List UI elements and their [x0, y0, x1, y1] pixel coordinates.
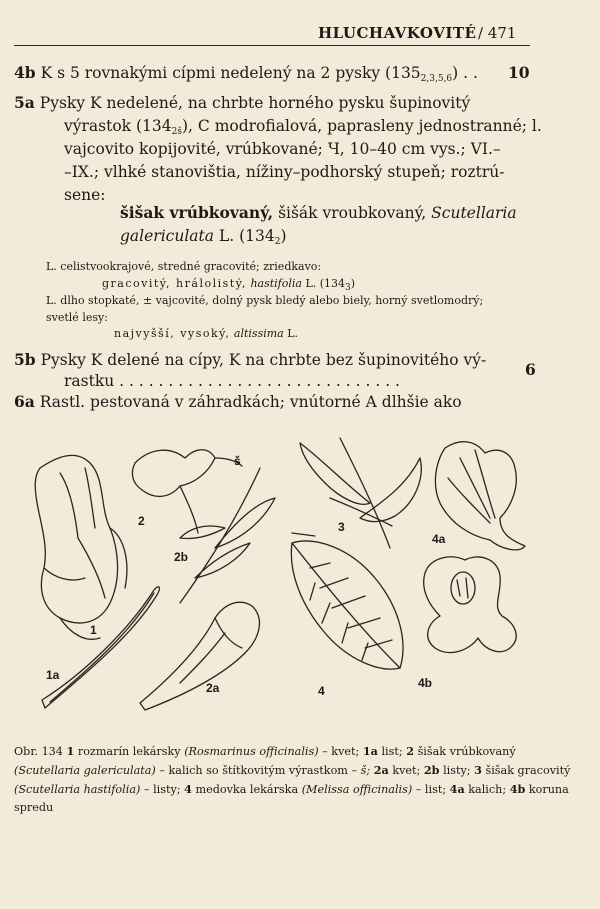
entry-key: 6a [14, 392, 35, 411]
entry-tail: ) . . [452, 64, 478, 82]
entry-5b-target: 6 [525, 360, 536, 379]
figure-label-4b: 4b [418, 676, 433, 690]
entry-text: ), C modrofialová, paprasleny jednostranné; l. [182, 117, 542, 135]
variety-latin: altissima [233, 327, 284, 340]
caption-text: – list; [415, 783, 447, 796]
entry-key: 5a [14, 93, 35, 112]
variety-name: najvyšší, vysoký, [114, 327, 231, 340]
scutellaria-hastifolia-drawing [300, 438, 421, 548]
variety-author: L. (134 [305, 277, 346, 290]
species-name-line1 [120, 204, 517, 222]
figure-label-2a: 2a [206, 681, 220, 695]
species-name-line2 [120, 227, 287, 251]
species-cz: šišák vroubkovaný, [278, 204, 427, 222]
plant-drawings [30, 428, 570, 728]
figure-label-2: 2 [138, 514, 145, 528]
variety-1-name [102, 277, 355, 295]
species-author: L. (134 [218, 227, 275, 245]
entry-text: Pysky K nedelené, na chrbte horného pysku šupinovitý [39, 94, 471, 112]
caption-num: 4a [449, 782, 465, 796]
variety-latin: hastifolia [250, 277, 302, 290]
caption-num: 4b [509, 782, 526, 796]
species-bold: šišak vrúbkovaný, [120, 203, 274, 222]
caption-latin: (Rosmarinus officinalis) [184, 745, 319, 758]
entry-text: K s 5 rovnakými cípmi nedelený na 2 pysky (135 [40, 64, 421, 82]
botanical-figure [30, 428, 570, 728]
entry-5a-line4: –IX.; vlhké stanovištia, nížiny–podhorský stupeň; roztrú- [64, 163, 505, 181]
caption-num: 2 [406, 744, 414, 758]
figure-label-1: 1 [90, 623, 97, 637]
entry-subscript: 2š [171, 127, 182, 137]
caption-text: – listy; [143, 783, 181, 796]
entry-6a-line1 [14, 393, 462, 411]
caption-latin: (Melissa officinalis) [301, 783, 413, 796]
caption-num: 1a [362, 744, 378, 758]
caption-num: 3 [474, 763, 482, 777]
page-number: / 471 [478, 24, 517, 42]
entry-5a-line1 [14, 94, 470, 112]
caption-text: – kvet; [322, 745, 360, 758]
entry-4b-target: 10 [508, 63, 530, 82]
rosemary-leaf-drawing [42, 587, 159, 708]
running-head: HLUCHAVKOVITÉ [318, 24, 477, 42]
entry-5b-line1 [14, 351, 486, 369]
caption-latin: (Scutellaria galericulata) [14, 764, 156, 777]
species-latin: galericulata [120, 227, 214, 245]
caption-text: kalich; [468, 783, 507, 796]
figure-label-4a: 4a [432, 532, 446, 546]
caption-text: kvet; [392, 764, 421, 777]
entry-text: Pysky K delené na cípy, K na chrbte bez šupinovitého vý- [40, 351, 487, 369]
caption-num: 4 [184, 782, 192, 796]
caption-text: list; [381, 745, 403, 758]
caption-prefix: Obr. 134 [14, 745, 63, 758]
figure-label-2b: 2b [174, 550, 189, 564]
entry-text: Rastl. pestovaná v záhradkách; vnútorné A dlhšie ako [39, 393, 462, 411]
variety-name: gracovitý, hrálolistý, [102, 277, 247, 290]
variety-1-desc: L. celistvookrajové, stredné gracovité; zriedkavo: [46, 260, 322, 273]
entry-4b [14, 64, 478, 88]
scutellaria-calyx-drawing [132, 450, 242, 533]
melissa-calyx-drawing [435, 442, 525, 550]
entry-subscript: 2,3,5,6 [420, 74, 453, 84]
variety-2-desc1: L. dlho stopkaté, ± vajcovité, dolný pysk bledý alebo biely, horný svetlomodrý; [46, 294, 484, 307]
caption-text: š; [360, 764, 371, 777]
caption-text: listy; [443, 764, 471, 777]
figure-label-4: 4 [318, 684, 325, 698]
entry-text: výrastok (134 [64, 117, 172, 135]
entry-5a-line3: vajcovito kopijovité, vrúbkované; Ч, 10–40 cm vys.; VI.– [64, 140, 501, 158]
caption-latin: (Scutellaria hastifolia) [14, 783, 141, 796]
variety-2-name [114, 327, 298, 340]
caption-num: 2b [423, 763, 440, 777]
variety-2-desc2: svetlé lesy: [46, 311, 108, 324]
caption-text: – kalich so štítkovitým výrastkom – [159, 764, 358, 777]
figure-label-3: 3 [338, 520, 345, 534]
entry-5b-line2: rastku . . . . . . . . . . . . . . . . . . . . . . . . . . . . . [64, 372, 400, 390]
figure-caption [14, 742, 574, 817]
figure-label-1a: 1a [46, 668, 60, 682]
rosemary-flower-drawing [35, 455, 127, 639]
header-rule [14, 45, 530, 46]
entry-key: 5b [14, 350, 36, 369]
species-latin: Scutellaria [431, 204, 517, 222]
scutellaria-leaves-drawing [180, 468, 275, 603]
caption-text: rozmarín lekársky [77, 745, 181, 758]
variety-close: ) [350, 277, 356, 290]
variety-subscript: 3 [345, 283, 351, 293]
species-subscript: 2 [274, 237, 281, 247]
figure-label-s: š [234, 454, 241, 468]
melissa-leaf-drawing [291, 533, 403, 669]
caption-num: 1 [66, 744, 75, 758]
caption-text: šišak vrúbkovaný [417, 745, 516, 758]
entry-5a-line5: sene: [64, 186, 106, 204]
caption-text: šišak gracovitý [485, 764, 571, 777]
caption-text: koruna spredu [14, 783, 569, 814]
scutellaria-flower-drawing [140, 602, 259, 710]
species-close: ) [280, 227, 287, 245]
entry-5a-line2 [64, 117, 542, 141]
caption-num: 2a [373, 763, 389, 777]
caption-text: medovka lekárska [195, 783, 299, 796]
variety-author: L. [287, 327, 299, 340]
melissa-corolla-drawing [424, 557, 517, 653]
entry-key: 4b [14, 63, 36, 82]
